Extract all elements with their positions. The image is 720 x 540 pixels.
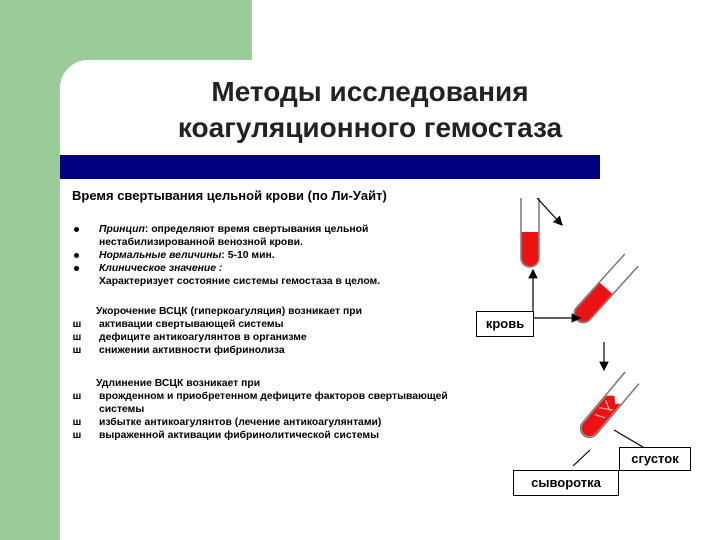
- shortening-item: дефиците антикоагулянтов в организме: [99, 332, 307, 343]
- bullet-glyph-icon: ш: [72, 319, 82, 330]
- pointer-serum-icon: [573, 450, 590, 466]
- test-tube-upright-icon: [521, 198, 539, 267]
- principle-text-cont: нестабилизированной венозной крови.: [99, 237, 303, 248]
- label-blood: кровь: [476, 311, 534, 337]
- lengthening-item: избытке антикоагулянтов (лечение антикоагулянтами): [99, 417, 382, 428]
- clinical-label: Клиническое значение :: [99, 263, 223, 274]
- label-clot: сгусток: [619, 447, 691, 471]
- shortening-heading: Укорочение ВСЦК (гиперкоагуляция) возникает при: [96, 306, 362, 317]
- lengthening-item: выраженной активации фибринолитической системы: [99, 430, 379, 441]
- lengthening-item-cont: системы: [99, 404, 145, 415]
- title-line-2: коагуляционного гемостаза: [177, 112, 563, 143]
- bullet-glyph-icon: ш: [72, 391, 82, 402]
- bullet-glyph-icon: ш: [72, 332, 82, 343]
- title-line-1: Методы исследования: [211, 76, 529, 107]
- shortening-item: снижении активности фибринолиза: [99, 345, 285, 356]
- normal-label: Нормальные величины: [99, 250, 222, 261]
- subtitle: Время свертывания цельной крови (по Ли-Уайт): [72, 188, 387, 203]
- bullet-glyph-icon: ш: [72, 417, 82, 428]
- normal-value: : 5-10 мин.: [221, 250, 275, 261]
- test-tube-clot-icon: [577, 372, 639, 441]
- clinical-text: Характеризует состояние системы гемостаза в целом.: [99, 276, 381, 287]
- lengthening-item: врожденном и приобретенном дефиците факторов свертывающей: [99, 391, 448, 402]
- shortening-item: активации свертывающей системы: [99, 319, 284, 330]
- test-tube-tilted-blood-icon: [571, 254, 639, 326]
- principle-text: : определяют время свертывания цельной: [144, 224, 369, 235]
- principle-label: Принцип: [99, 224, 145, 235]
- arrow-tube1-to-tube2-icon: [537, 198, 562, 225]
- label-serum: сыворотка: [513, 470, 619, 496]
- bullet-glyph-icon: ш: [72, 345, 82, 356]
- bullet-glyph-icon: ш: [72, 430, 82, 441]
- lengthening-heading: Удлинение ВСЦК возникает при: [96, 378, 261, 389]
